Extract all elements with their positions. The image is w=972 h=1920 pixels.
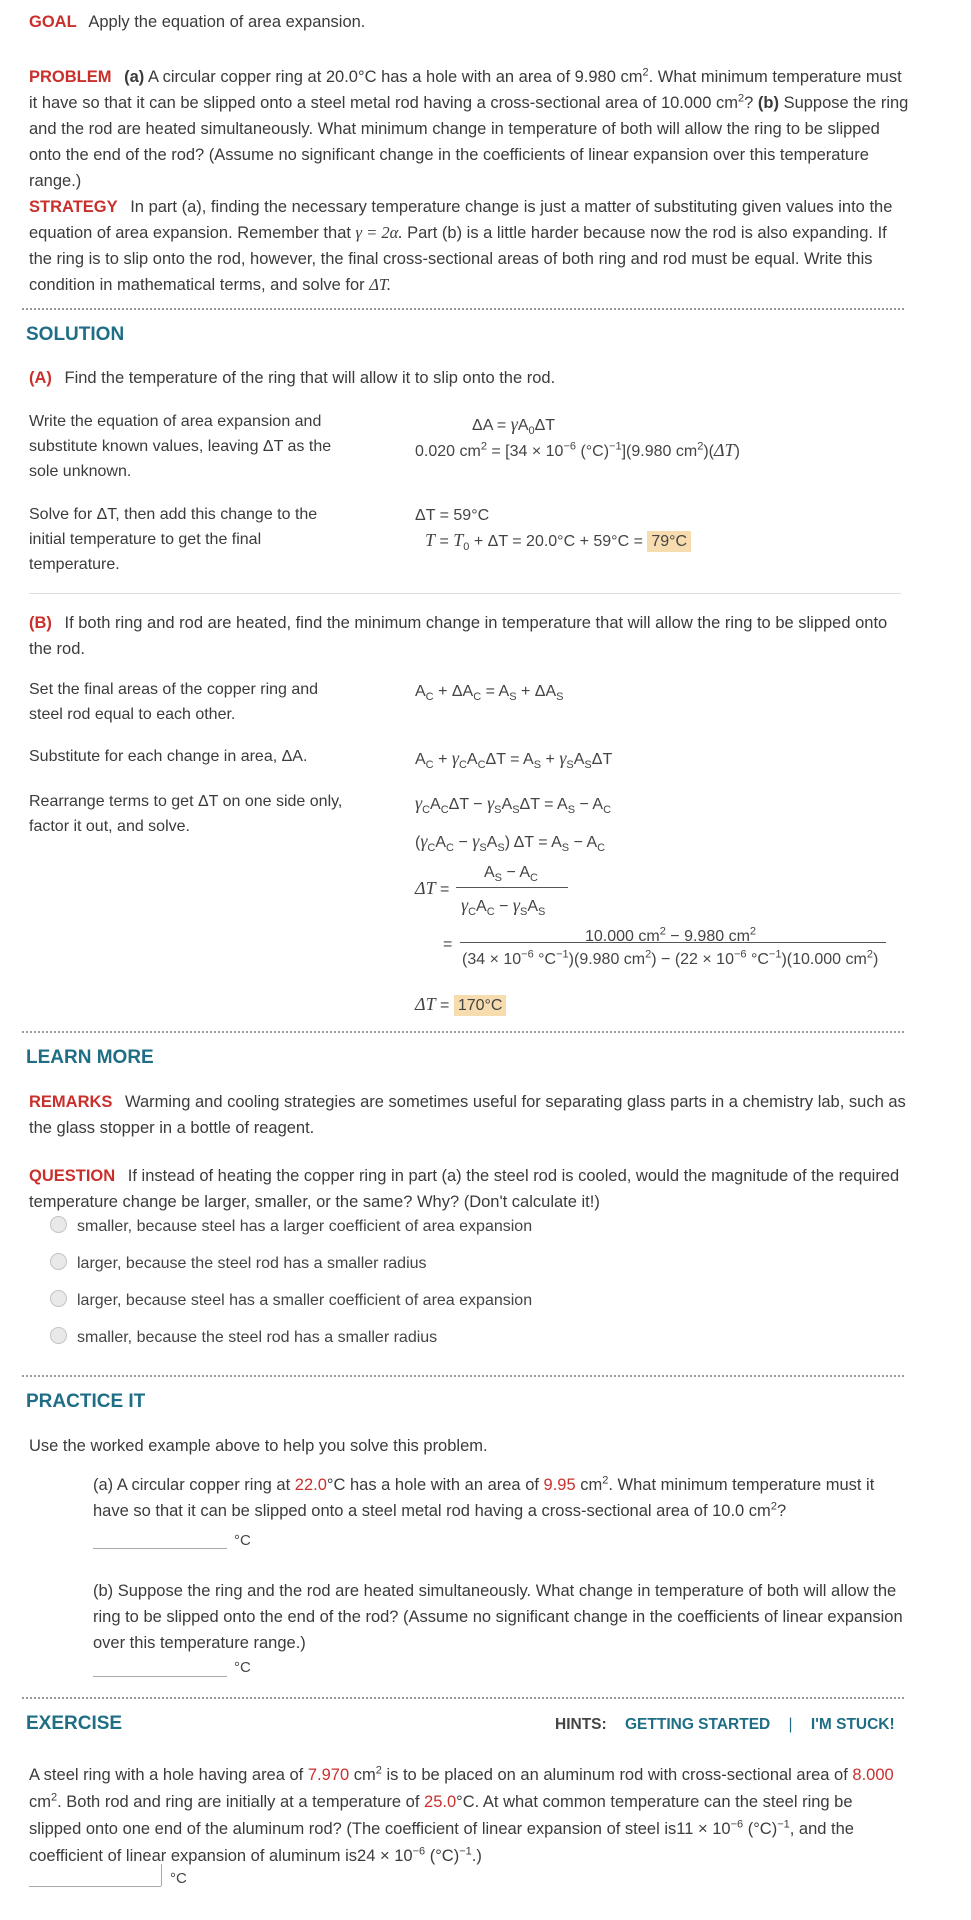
exercise-paragraph: A steel ring with a hole having area of 7.970 $cm^2$ is to be placed on an aluminum rod with cross-sectional area of 8.000 $cm^2$. Both rod and ring are initially at a temperature of 25.0°C. At what common temperature can the steel ring be slipped onto one end of the aluminum rod? (The coefficient of linear expansion of steel $is11 \times 10^{-6}$ $(^\circ C)^{-1}$, and the coefficient of linear expansion of aluminum $is24 \times 10^{-6}$ $(^\circ C)^{-1}$.) xyxy=(29,1764,894,1865)
strategy-equation: γ = 2α. xyxy=(355,223,403,242)
exercise-ring-area: 7.970 xyxy=(307,1766,350,1784)
hint-getting-started-link[interactable]: GETTING STARTED xyxy=(624,1716,771,1733)
strategy-text-1: In part (a), finding the necessary temperature change is just a matter of substituting given values into the equation of area expansion. Remember that xyxy=(29,198,893,242)
eq-equals: = xyxy=(443,936,453,953)
radio-button[interactable] xyxy=(50,1253,67,1270)
problem-text-a: A circular copper ring at 20.0°C has a hole with an area of 9.980 cm xyxy=(147,68,643,86)
exercise-initial-temperature: 25.0 xyxy=(424,1793,457,1811)
hint-separator: | xyxy=(788,1716,793,1733)
practice-b-unit-label: °C xyxy=(234,1659,251,1676)
hints-bar xyxy=(555,1712,895,1737)
eq-final-areas-equal: $A_C + \Delta A_C = A_S + \Delta A_S$ xyxy=(415,683,564,704)
strategy-label: STRATEGY xyxy=(29,198,118,216)
problem-part-a-tag: (a) xyxy=(124,68,145,86)
remarks-label: REMARKS xyxy=(29,1093,113,1111)
problem-paragraph: PROBLEM (a) A circular copper ring at 20.0°C has a hole with an area of 9.980 $cm^2$. What minimum temperature must it have so that it can be slipped onto a steel metal rod having a cross-sectional area of 10.000 $cm^2$? (b) Suppose the ring and the rod are heated simultaneously. What minimum change in temperature of both will allow the ring to be slipped onto the end of the rod? (Assume no significant change in the coefficients of linear expansion over this temperature range.) xyxy=(29,66,909,190)
exercise-text: A steel ring with a hole having area of xyxy=(29,1766,304,1784)
input-border xyxy=(161,1864,162,1886)
practice-heading: PRACTICE IT xyxy=(26,1391,146,1412)
practice-part-b: (b) Suppose the ring and the rod are heated simultaneously. What change in temperature of both will allow the ring to be slipped onto the end of the rod? (Assume no significant change in the coefficients of linear expansion over this temperature range.) xyxy=(93,1582,903,1652)
practice-intro: Use the worked example above to help you solve this problem. xyxy=(29,1437,488,1455)
part-b-text: If both ring and rod are heated, find the minimum change in temperature that will allow the ring to be slipped onto the rod. xyxy=(29,614,888,658)
exercise-text: is to be placed on an aluminum rod with cross-sectional area of xyxy=(386,1766,848,1784)
practice-a-text: (a) A circular copper ring at xyxy=(93,1476,291,1494)
radio-button[interactable] xyxy=(50,1216,67,1233)
problem-text-b: Suppose the ring and the rod are heated simultaneously. What minimum change in temperature of both will allow the ring to be slipped onto the end of the rod? (Assume no significant change in the coefficients of linear expansion over this temperature range.) xyxy=(29,94,909,190)
exercise-unit-label: °C xyxy=(170,1870,187,1887)
strategy-delta-t: ΔT. xyxy=(369,275,392,294)
step-3-text: Set the final areas of the copper ring and steel rod equal to each other. xyxy=(29,681,319,723)
remarks-text: Warming and cooling strategies are sometimes useful for separating glass parts in a chemistry lab, such as the glass stopper in a bottle of reagent. xyxy=(29,1093,906,1137)
eq-area-expansion: $\Delta A = \gamma A_0\Delta T$ xyxy=(472,414,556,438)
step-4-text: Substitute for each change in area, ΔA. xyxy=(29,748,308,765)
goal-label: GOAL xyxy=(29,13,77,31)
practice-a-answer-input[interactable] xyxy=(93,1548,227,1549)
step-2-text: Solve for ΔT, then add this change to the initial temperature to get the final temperature. xyxy=(29,506,318,573)
eq-substituted-areas: $A_C + \gamma_CA_C\Delta T = A_S + \gamma_SA_S\Delta T$ xyxy=(415,748,613,772)
goal-text: Apply the equation of area expansion. xyxy=(88,13,366,31)
practice-a-text-mid: °C has a hole with an area of xyxy=(326,1476,539,1494)
practice-a-unit: cm xyxy=(580,1476,603,1494)
divider xyxy=(22,1697,904,1699)
part-a-tag: (A) xyxy=(29,369,52,387)
practice-a-temperature: 22.0 xyxy=(294,1476,327,1494)
practice-a-unit-label: °C xyxy=(234,1532,251,1549)
practice-b-answer-input[interactable] xyxy=(93,1676,227,1677)
divider xyxy=(22,1375,904,1377)
exercise-unit: (°C) xyxy=(429,1847,460,1865)
question-label: QUESTION xyxy=(29,1167,116,1185)
part-b-heading xyxy=(29,610,909,662)
practice-a-question-mark: ? xyxy=(776,1502,787,1520)
exercise-text: . Both rod and ring are initially at a temperature of xyxy=(57,1793,420,1811)
answer-b-highlight: 170°C xyxy=(454,995,507,1016)
part-b-tag: (B) xyxy=(29,614,52,632)
exercise-unit: cm xyxy=(29,1793,51,1811)
radio-button[interactable] xyxy=(50,1290,67,1307)
strategy-text-2: Part (b) is a little harder because now the rod is also expanding. If the ring is to slip onto the rod, however, the final cross-sectional areas of both ring and rod must be equal. Write this condition in mathematical terms, and solve for xyxy=(29,224,887,294)
practice-a-area: 9.95 xyxy=(543,1476,576,1494)
exercise-text: °C. At what common temperature can the steel ring be slipped onto one end of the aluminum rod? (The coefficient of linear expansion of steel is11 × 10 xyxy=(29,1793,853,1838)
divider xyxy=(22,308,904,310)
exercise-text: , and the coefficient of linear expansion of aluminum is24 × 10 xyxy=(29,1820,854,1865)
eq-delta-t-lhs: ΔT = xyxy=(415,878,450,898)
step-5-text: Rearrange terms to get ΔT on one side only, factor it out, and solve. xyxy=(29,793,343,835)
eq-final-temperature: $T = T_0 + \Delta T = 20.0^\circ C + 59^\circ C = 79^\circ C$ xyxy=(425,528,691,554)
part-a-heading xyxy=(29,366,909,391)
strategy-paragraph xyxy=(29,194,909,298)
question-paragraph xyxy=(29,1163,909,1215)
eq-fraction-numerator: $A_S - A_C$ xyxy=(484,864,538,885)
exercise-heading: EXERCISE xyxy=(26,1713,123,1734)
divider xyxy=(22,1031,904,1033)
problem-text-a2: . What minimum temperature must it have so that it can be slipped onto a steel metal rod having a cross-sectional area of 10.000 cm xyxy=(29,68,902,112)
eq-answer-b: ΔT = 170°C xyxy=(415,992,506,1018)
eq-fraction-denominator: $\gamma_CA_C - \gamma_SA_S$ xyxy=(461,895,546,919)
eq-numeric-denominator: ($34 \times 10^{-6}$ $^\circ C^{-1})(9.980$ $cm^2) - (22 \times 10^{-6}$ $^\circ C^{-1})(10.000$ $cm^2$) xyxy=(462,948,879,968)
eq-final-temperature-values: = 20.0°C + 59°C = xyxy=(512,533,643,550)
exercise-rod-area: 8.000 xyxy=(852,1766,894,1784)
numeric-fraction-bar xyxy=(460,942,886,943)
part-a-text: Find the temperature of the ring that will allow it to slip onto the rod. xyxy=(64,369,556,387)
eq-area-substituted: 0.020 $cm^2 = [34 \times 10^{-6}$ $(^\circ C)^{-1}](9.980$ $cm^2)(\Delta T)$ xyxy=(415,440,740,460)
question-text: If instead of heating the copper ring in part (a) the steel rod is cooled, would the magnitude of the required temperature change be larger, smaller, or the same? Why? (Don't calculate it!) xyxy=(29,1167,900,1211)
learn-more-heading: LEARN MORE xyxy=(26,1047,154,1068)
step-1-text: Write the equation of area expansion and substitute known values, leaving ΔT as the sole unknown. xyxy=(29,413,332,480)
eq-rearranged: $\gamma_CA_C\Delta T - \gamma_SA_S\Delta T = A_S - A_C$ xyxy=(415,793,612,817)
eq-factored: $(\gamma_CA_C - \gamma_SA_S) \Delta T = A_S - A_C$ xyxy=(415,831,606,855)
problem-text-a3: ? xyxy=(744,94,754,112)
part-divider xyxy=(29,593,901,594)
problem-part-b-tag: (b) xyxy=(757,94,779,112)
exercise-text: .) xyxy=(471,1847,482,1865)
practice-a-text-end: . What minimum temperature must it have so that it can be slipped onto a steel metal rod having a cross-sectional area of 10.0 cm xyxy=(93,1476,875,1520)
exercise-answer-input[interactable] xyxy=(29,1886,161,1887)
problem-label: PROBLEM xyxy=(29,68,112,86)
answer-option-label: larger, because the steel rod has a smaller radius xyxy=(77,1255,427,1272)
answer-option-label: smaller, because the steel rod has a smaller radius xyxy=(77,1329,438,1346)
solution-heading: SOLUTION xyxy=(26,324,125,345)
hint-im-stuck-link[interactable]: I'M STUCK! xyxy=(810,1716,895,1733)
answer-option-label: larger, because steel has a smaller coefficient of area expansion xyxy=(77,1292,533,1309)
answer-a-highlight: 79°C xyxy=(647,531,691,552)
fraction-bar xyxy=(456,887,568,888)
answer-option-label: smaller, because steel has a larger coefficient of area expansion xyxy=(77,1218,533,1235)
goal-paragraph xyxy=(29,10,909,35)
exercise-unit: cm xyxy=(353,1766,376,1784)
eq-delta-t-value: ΔT = 59°C xyxy=(415,507,490,524)
remarks-paragraph xyxy=(29,1089,909,1141)
hints-label: HINTS: xyxy=(555,1716,607,1733)
exercise-unit: (°C) xyxy=(747,1820,778,1838)
practice-part-a: (a) A circular copper ring at 22.0°C has a hole with an area of 9.95 $cm^2$. What minimum temperature must it have so that it can be slipped onto a steel metal rod having a cross-sectional area of 10.0 $cm^2$? xyxy=(93,1474,875,1520)
radio-button[interactable] xyxy=(50,1327,67,1344)
eq-numeric-numerator: 10.000 $cm^2 - 9.980$ $cm^2$ xyxy=(585,925,757,945)
